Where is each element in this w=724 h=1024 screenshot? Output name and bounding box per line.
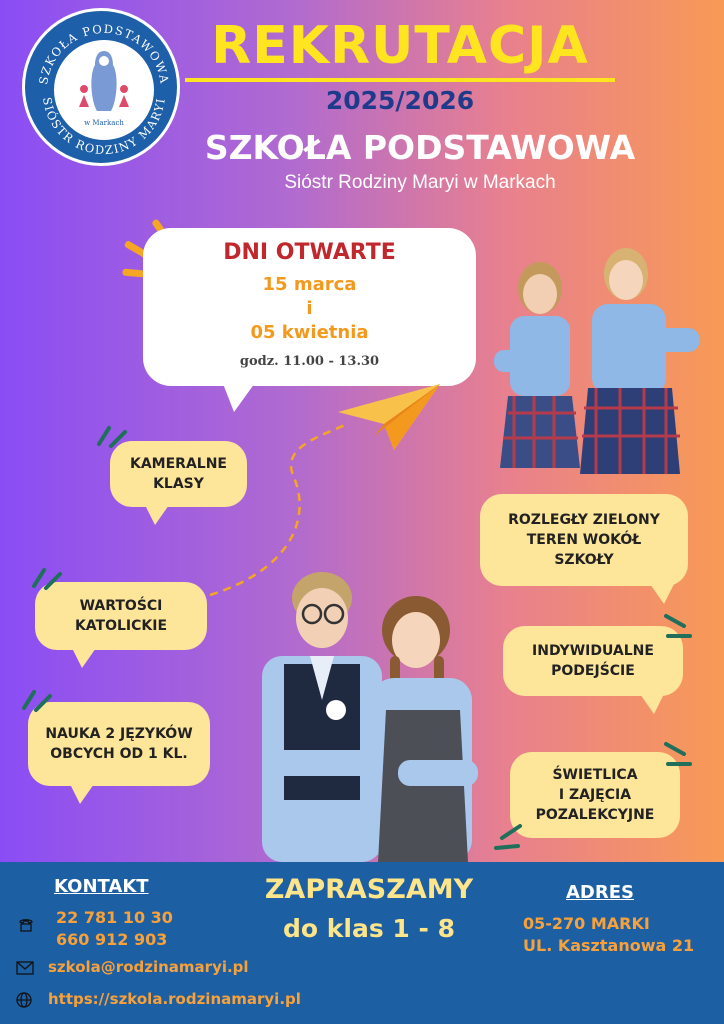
logo-ring-top-text: SZKOŁA PODSTAWOWA [36, 21, 172, 86]
address-line-1: 05-270 MARKI [523, 914, 650, 933]
address-heading: ADRES [566, 882, 634, 903]
bubble-tail [650, 584, 674, 604]
phone-number-1[interactable]: 22 781 10 30 [56, 908, 173, 927]
feature-line: NAUKA 2 JĘZYKÓW [45, 725, 193, 742]
school-subtitle: Sióstr Rodziny Maryi w Markach [284, 172, 556, 193]
logo-ring [25, 11, 183, 169]
feature-line: KATOLICKIE [74, 618, 168, 634]
phone-icon [18, 918, 34, 936]
page-title: REKRUTACJA [211, 16, 589, 76]
bubble-tail [72, 648, 96, 668]
decor-strokes [30, 566, 70, 590]
feature-line: TEREN WOKÓŁ [526, 531, 642, 548]
feature-swietlica [510, 752, 680, 838]
open-day-conjunction: i [306, 298, 313, 319]
feature-wartosci-katolickie [35, 582, 207, 650]
decor-strokes [486, 820, 526, 850]
feature-line: POZALEKCYJNE [535, 807, 655, 824]
feature-rozlegly-teren [480, 494, 688, 586]
school-logo [22, 8, 180, 166]
email-link[interactable]: szkola@rodzinamaryi.pl [48, 958, 249, 976]
feature-line: ŚWIETLICA [552, 766, 638, 783]
decor-strokes [660, 740, 700, 770]
paper-plane-icon [336, 380, 446, 455]
invite-subheading: do klas 1 - 8 [283, 914, 455, 943]
website-link[interactable]: https://szkola.rodzinamaryi.pl [48, 990, 301, 1008]
logo-ring-bottom-text: SIÓSTR RODZINY MARYI [40, 96, 168, 158]
decor-strokes [95, 424, 135, 448]
decor-ray [122, 269, 145, 278]
open-day-date-1: 15 marca [262, 274, 357, 295]
feature-line: ROZLEGŁY ZIELONY [508, 511, 660, 528]
feature-nauka-jezykow [28, 702, 210, 786]
decor-strokes [660, 612, 700, 642]
open-days-hours: godz. 11.00 - 13.30 [239, 354, 380, 369]
open-day-date-2: 05 kwietnia [250, 322, 369, 343]
feature-line: PODEJŚCIE [551, 663, 635, 679]
feature-line: WARTOŚCI [79, 597, 163, 614]
phone-number-2[interactable]: 660 912 903 [56, 930, 168, 949]
photo-children-center [248, 560, 483, 862]
globe-icon [16, 992, 32, 1012]
decor-strokes [20, 688, 60, 712]
feature-line: KLASY [153, 476, 204, 492]
bubble-tail [70, 784, 94, 804]
feature-line: INDYWIDUALNE [532, 642, 654, 659]
title-underline [185, 78, 615, 82]
school-name: SZKOŁA PODSTAWOWA [204, 128, 636, 167]
school-year: 2025/2026 [325, 86, 475, 115]
bubble-tail [640, 694, 664, 714]
bubble-tail [145, 505, 169, 525]
invite-heading: ZAPRASZAMY [264, 874, 474, 905]
feature-line: KAMERALNE [130, 455, 227, 472]
feature-line: I ZAJĘCIA [558, 786, 632, 803]
feature-kameralne-klasy [110, 441, 247, 507]
feature-line: OBCYCH OD 1 KL. [50, 746, 188, 762]
photo-girls-top [484, 238, 712, 494]
feature-indywidualne-podejscie [503, 626, 683, 696]
feature-line: SZKOŁY [554, 552, 614, 569]
logo-center-text: w Markach [84, 119, 124, 127]
contact-heading: KONTAKT [54, 876, 149, 897]
email-icon [16, 961, 34, 979]
open-days-title: DNI OTWARTE [223, 240, 396, 265]
address-line-2: UL. Kasztanowa 21 [523, 936, 695, 955]
